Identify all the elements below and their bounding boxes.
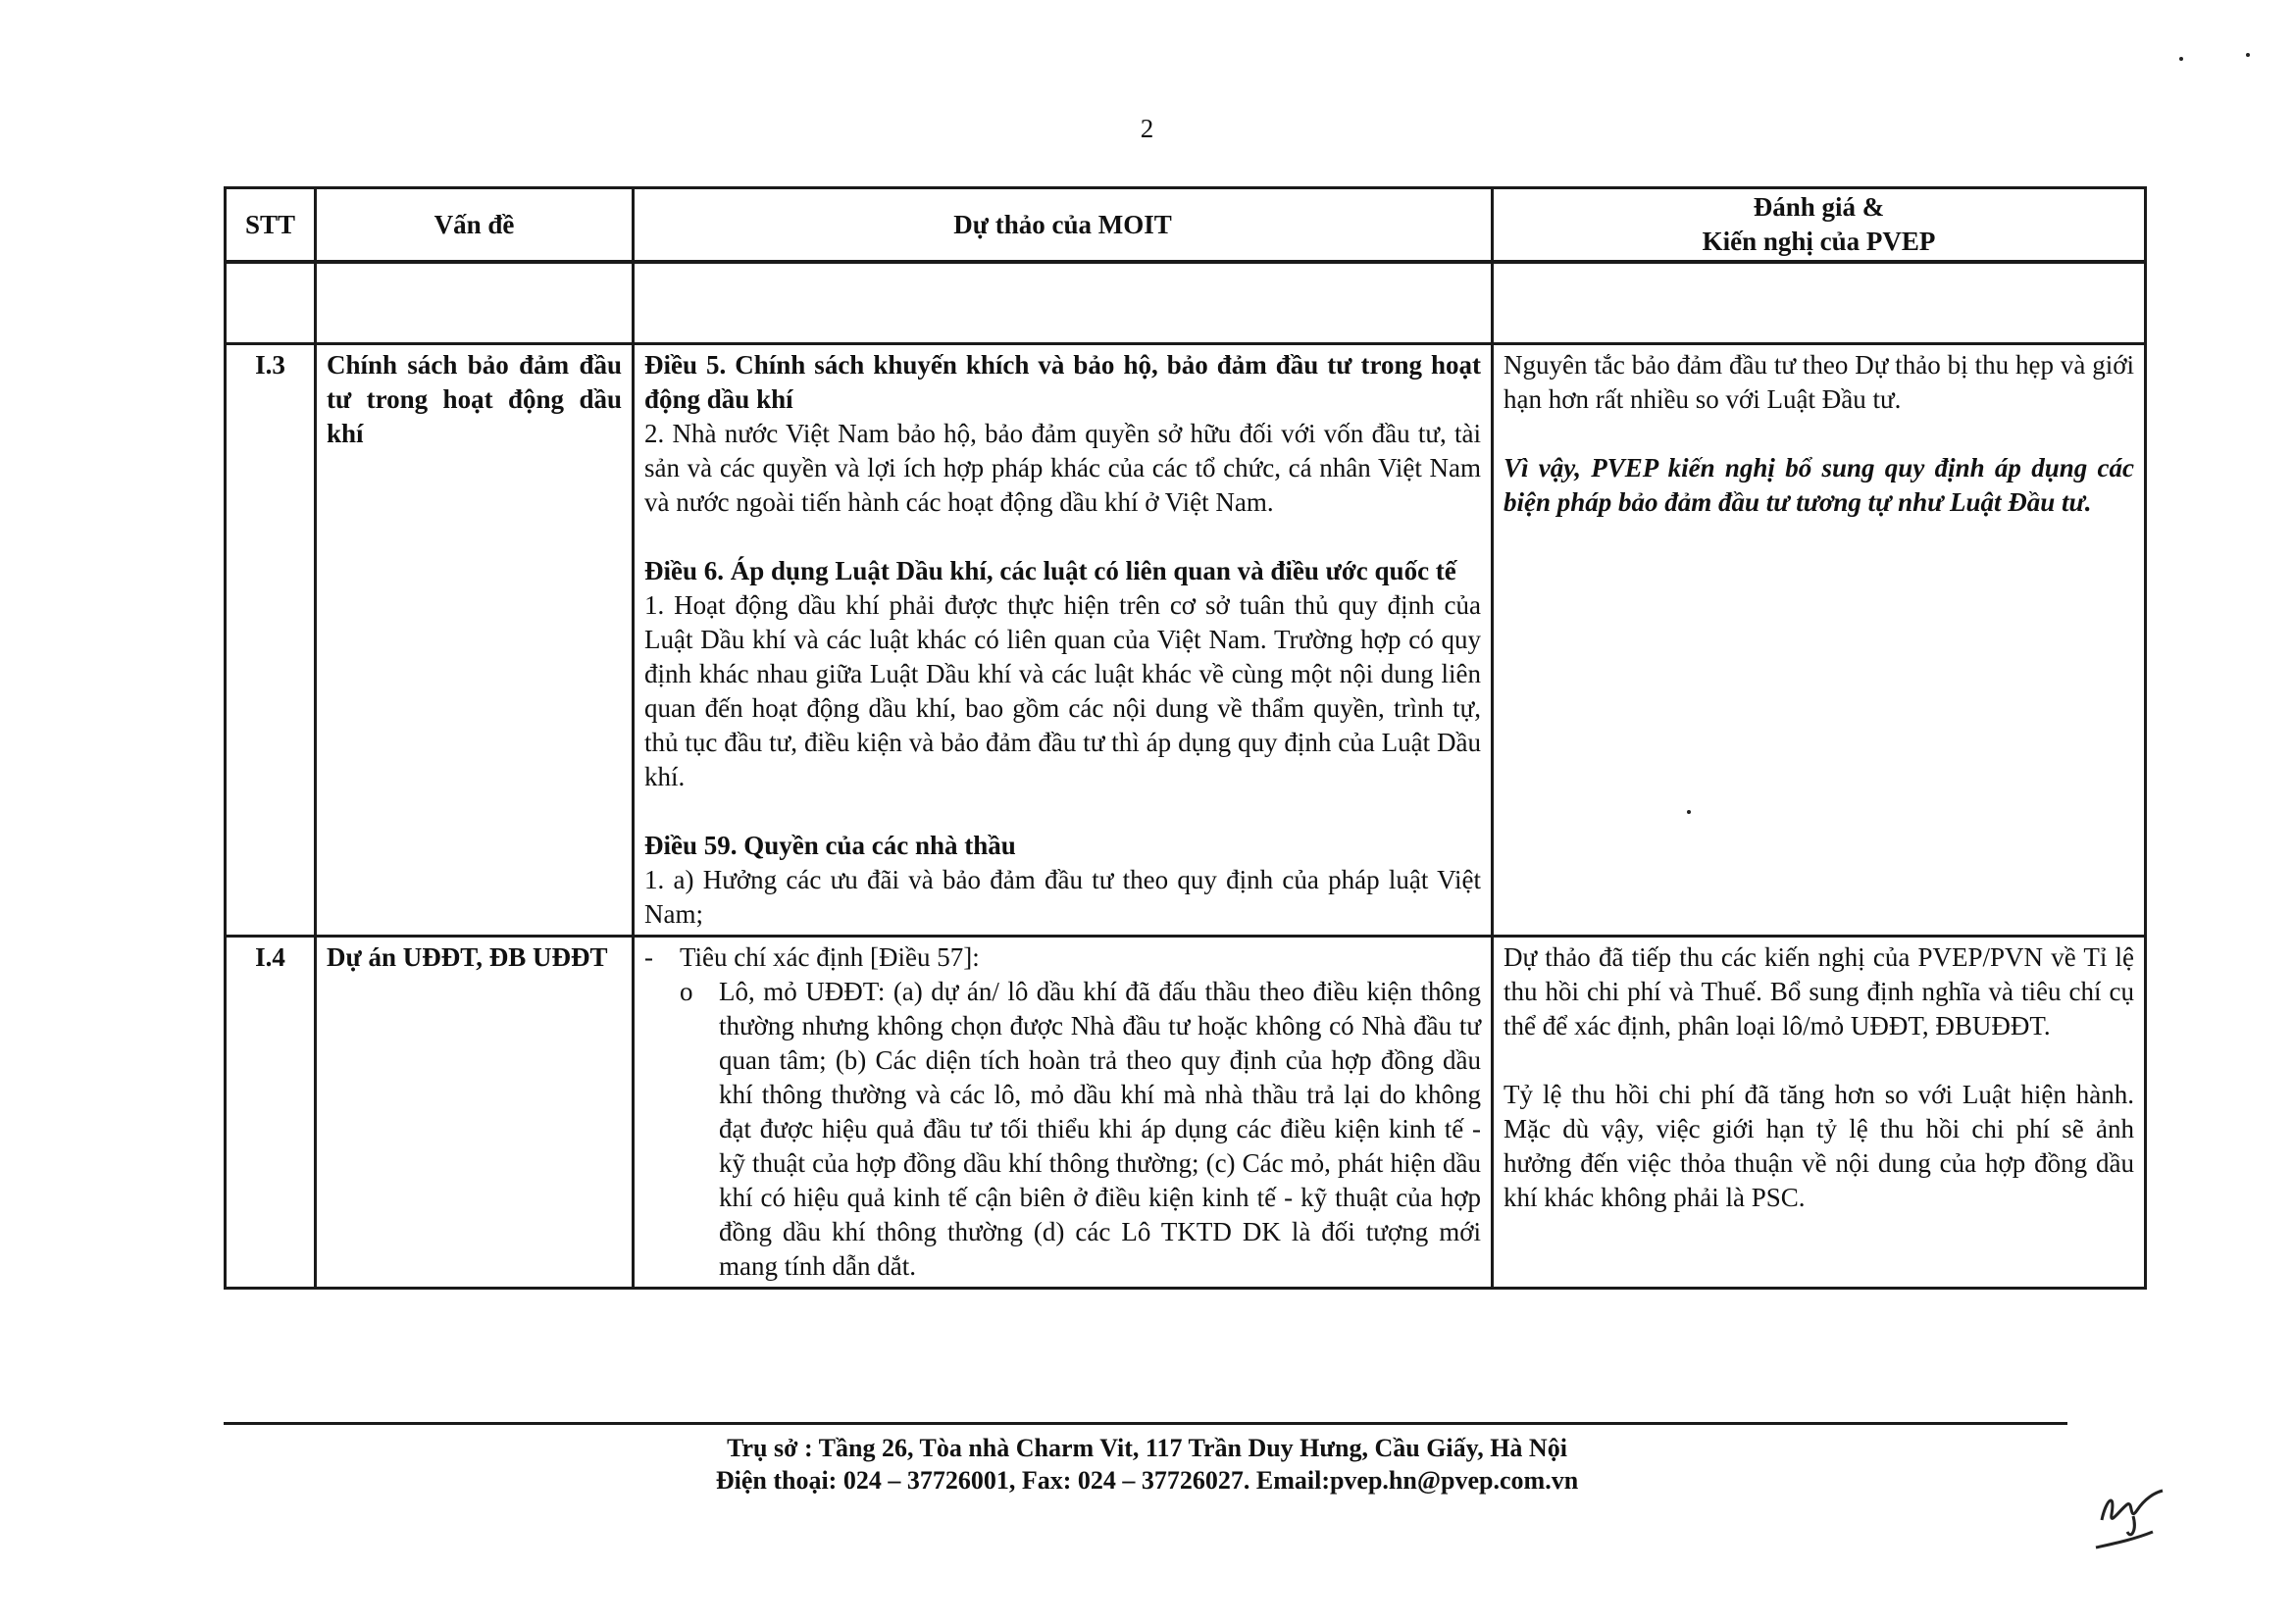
empty-cell — [634, 262, 1493, 344]
row-stt: I.4 — [226, 937, 316, 1289]
eval-paragraph: Dự thảo đã tiếp thu các kiến nghị của PVEP/PVN về Tỉ lệ thu hồi chi phí và Thuế. Bổ sung định nghĩa và tiêu chí cụ thể để xác định, phân loại lô/mỏ UĐĐT, ĐBUĐĐT. — [1504, 942, 2134, 1040]
article-5-title: Điều 5. Chính sách khuyến khích và bảo hộ, bảo đảm đầu tư trong hoạt động dầu khí — [644, 350, 1481, 414]
criteria-lead-text: Tiêu chí xác định [Điều 57]: — [680, 942, 980, 972]
row-issue: Dự án UĐĐT, ĐB UĐĐT — [316, 937, 634, 1289]
scan-speck — [2179, 57, 2183, 61]
table-row-i3 — [226, 344, 2146, 937]
dash-bullet: - — [644, 942, 653, 972]
empty-cell — [316, 262, 634, 344]
comparison-table-container — [224, 186, 2144, 1290]
scan-speck — [1687, 810, 1691, 814]
header-eval-line2: Kiến nghị của PVEP — [1702, 227, 1936, 256]
scan-speck — [2246, 53, 2250, 57]
table-row-i4 — [226, 937, 2146, 1289]
footer-divider — [224, 1422, 2067, 1425]
criteria-lead-line — [644, 940, 1481, 975]
article-5-text: 2. Nhà nước Việt Nam bảo hộ, bảo đảm quyền sở hữu đối với vốn đầu tư, tài sản và các quyền và lợi ích hợp pháp khác của các tổ chức, cá nhân Việt Nam và nước ngoài tiến hành các hoạt động dầu khí ở Việt Nam. — [644, 419, 1481, 517]
article-59-text: 1. a) Hưởng các ưu đãi và bảo đảm đầu tư theo quy định của pháp luật Việt Nam; — [644, 865, 1481, 929]
header-issue: Vấn đề — [316, 188, 634, 263]
article-6-title: Điều 6. Áp dụng Luật Dầu khí, các luật có liên quan và điều ước quốc tế — [644, 556, 1456, 585]
page-number: 2 — [1140, 114, 1154, 143]
empty-cell — [1493, 262, 2146, 344]
comparison-table — [224, 186, 2147, 1290]
header-eval — [1493, 188, 2146, 263]
circle-bullet: o — [680, 977, 693, 1006]
table-row-empty — [226, 262, 2146, 344]
header-stt: STT — [226, 188, 316, 263]
footer — [0, 1432, 2294, 1497]
eval-paragraph: Tỷ lệ thu hồi chi phí đã tăng hơn so với Luật hiện hành. Mặc dù vậy, việc giới hạn tỷ lệ thu hồi chi phí sẽ ảnh hưởng đến việc thỏa thuận về nội dung của hợp đồng dầu khí khác không phải là PSC. — [1504, 1080, 2134, 1212]
row-issue: Chính sách bảo đảm đầu tư trong hoạt động dầu khí — [316, 344, 634, 937]
criteria-sub-item — [644, 975, 1481, 1284]
row-eval — [1493, 937, 2146, 1289]
eval-paragraph: Nguyên tắc bảo đảm đầu tư theo Dự thảo bị thu hẹp và giới hạn hơn rất nhiều so với Luật Đầu tư. — [1504, 350, 2134, 414]
article-59-title: Điều 59. Quyền của các nhà thầu — [644, 831, 1016, 860]
header-eval-line1: Đánh giá & — [1753, 192, 1885, 222]
row-draft — [634, 937, 1493, 1289]
row-stt: I.3 — [226, 344, 316, 937]
criteria-item-text: Lô, mỏ UĐĐT: (a) dự án/ lô dầu khí đã đấu thầu theo điều kiện thông thường nhưng không chọn được Nhà đầu tư hoặc không có Nhà đầu tư quan tâm; (b) Các diện tích hoàn trả theo quy định của hợp đồng dầu khí thông thường và các lô, mỏ dầu khí mà nhà thầu trả lại do không đạt được hiệu quả đầu tư tối thiểu khi áp dụng các điều kiện kinh tế - kỹ thuật của hợp đồng dầu khí thông thường; (c) Các mỏ, phát hiện dầu khí có hiệu quả kinh tế cận biên ở điều kiện kinh tế - kỹ thuật của hợp đồng dầu khí thông thường (d) các Lô TKTD DK là đối tượng mới mang tính dẫn dắt. — [719, 977, 1481, 1281]
initials-signature-icon — [2094, 1471, 2172, 1559]
footer-contact: Điện thoại: 024 – 37726001, Fax: 024 – 37726027. Email:pvep.hn@pvep.com.vn — [715, 1466, 1579, 1495]
eval-recommendation: Vì vậy, PVEP kiến nghị bổ sung quy định áp dụng các biện pháp bảo đảm đầu tư tương tự như Luật Đầu tư. — [1504, 453, 2134, 517]
row-eval — [1493, 344, 2146, 937]
footer-address: Trụ sở : Tầng 26, Tòa nhà Charm Vit, 117 Trần Duy Hưng, Cầu Giấy, Hà Nội — [727, 1434, 1567, 1462]
row-draft — [634, 344, 1493, 937]
table-header-row — [226, 188, 2146, 263]
article-6-text: 1. Hoạt động dầu khí phải được thực hiện trên cơ sở tuân thủ quy định của Luật Dầu khí và các luật khác có liên quan của Việt Nam. Trường hợp có quy định khác nhau giữa Luật Dầu khí và các luật khác về cùng một nội dung liên quan đến hoạt động dầu khí, bao gồm các nội dung về thẩm quyền, trình tự, thủ tục đầu tư, điều kiện và bảo đảm đầu tư thì áp dụng quy định của Luật Dầu khí. — [644, 590, 1481, 791]
empty-cell — [226, 262, 316, 344]
header-draft: Dự thảo của MOIT — [634, 188, 1493, 263]
